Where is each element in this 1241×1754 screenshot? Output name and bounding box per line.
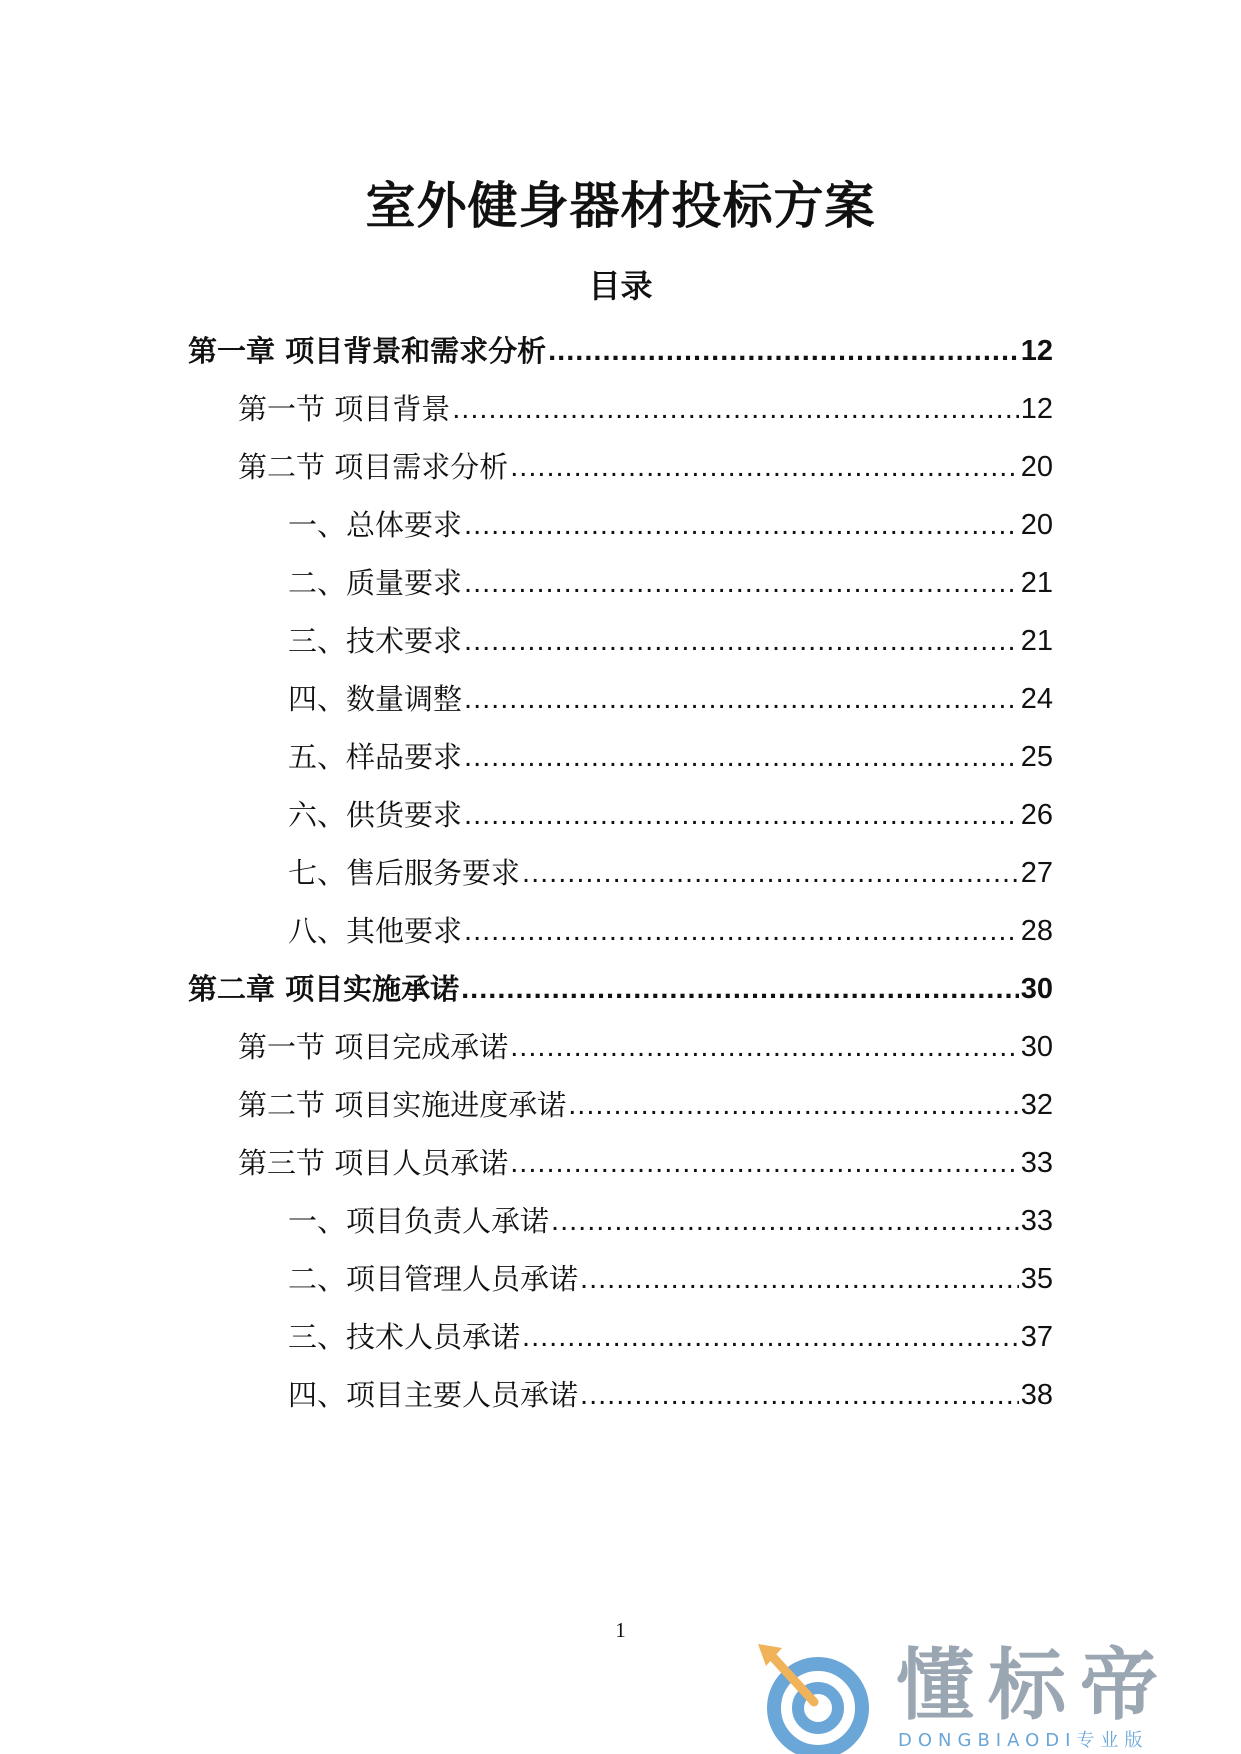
toc-entry[interactable] — [288, 563, 1053, 603]
toc-entry-label: 第一章 项目背景和需求分析 — [188, 334, 547, 368]
toc-leader-dots — [510, 447, 1019, 487]
toc-leader-dots — [580, 1375, 1019, 1415]
toc-entry-label: 六、供货要求 — [288, 798, 463, 832]
toc-entry-page: 30 — [1020, 973, 1053, 1005]
toc-entry[interactable] — [238, 447, 1053, 487]
toc-entry-page: 35 — [1020, 1263, 1053, 1295]
toc-entry[interactable] — [288, 1317, 1053, 1357]
toc-entry[interactable] — [288, 1259, 1053, 1299]
toc-entry[interactable] — [238, 1027, 1053, 1067]
watermark-logo — [748, 1638, 1218, 1754]
toc-entry[interactable] — [288, 911, 1053, 951]
toc-entry-page: 20 — [1020, 509, 1053, 541]
toc-leader-dots — [510, 1027, 1019, 1067]
toc-entry[interactable] — [288, 1201, 1053, 1241]
toc-entry[interactable] — [288, 853, 1053, 893]
toc-leader-dots — [464, 737, 1019, 777]
toc-entry-page: 37 — [1020, 1321, 1053, 1353]
toc-entry[interactable] — [288, 621, 1053, 661]
toc-entry-label: 七、售后服务要求 — [288, 856, 521, 890]
toc-entry-page: 28 — [1020, 915, 1053, 947]
watermark-subtitle: DONGBIAODI专业版 — [898, 1730, 1149, 1751]
toc-entry-label: 第二章 项目实施承诺 — [188, 972, 460, 1006]
toc-entry[interactable] — [238, 389, 1053, 429]
toc-leader-dots — [464, 563, 1019, 603]
toc-entry-label: 四、项目主要人员承诺 — [288, 1378, 579, 1412]
document-title: 室外健身器材投标方案 — [365, 177, 876, 235]
toc-entry-label: 五、样品要求 — [288, 740, 463, 774]
toc-leader-dots — [464, 505, 1019, 545]
toc-entry-page: 25 — [1020, 741, 1053, 773]
toc-entry-page: 38 — [1020, 1379, 1053, 1411]
toc-leader-dots — [580, 1259, 1019, 1299]
toc-entry-label: 第二节 项目实施进度承诺 — [238, 1088, 567, 1122]
toc-entry-label: 二、项目管理人员承诺 — [288, 1262, 579, 1296]
toc-leader-dots — [452, 389, 1019, 429]
target-arrow-icon — [748, 1638, 888, 1754]
toc-entry-label: 第一节 项目完成承诺 — [238, 1030, 509, 1064]
toc-entry-page: 24 — [1020, 683, 1053, 715]
toc-entry-page: 21 — [1020, 567, 1053, 599]
toc-entry-label: 八、其他要求 — [288, 914, 463, 948]
toc-leader-dots — [464, 621, 1019, 661]
toc-leader-dots — [461, 969, 1019, 1009]
toc-entry-page: 20 — [1020, 451, 1053, 483]
toc-entry-label: 一、项目负责人承诺 — [288, 1204, 550, 1238]
toc-entry-page: 21 — [1020, 625, 1053, 657]
toc-leader-dots — [464, 679, 1019, 719]
toc-entry[interactable] — [188, 969, 1053, 1009]
toc-entry-page: 12 — [1020, 393, 1053, 425]
toc-leader-dots — [551, 1201, 1019, 1241]
toc-entry[interactable] — [288, 505, 1053, 545]
toc-entry[interactable] — [238, 1143, 1053, 1183]
toc-leader-dots — [548, 331, 1019, 371]
toc-entry-label: 三、技术要求 — [288, 624, 463, 658]
toc-entry-page: 30 — [1020, 1031, 1053, 1063]
toc-entry-label: 二、质量要求 — [288, 566, 463, 600]
toc-heading: 目录 — [588, 267, 653, 305]
toc-entry-label: 一、总体要求 — [288, 508, 463, 542]
watermark-brand: 懂标帝 — [896, 1641, 1173, 1731]
toc-entry-label: 第三节 项目人员承诺 — [238, 1146, 509, 1180]
toc-entry[interactable] — [188, 331, 1053, 371]
page-number: 1 — [615, 1618, 626, 1642]
toc-leader-dots — [522, 853, 1019, 893]
toc-entry-page: 12 — [1020, 335, 1053, 367]
toc-entry-page: 26 — [1020, 799, 1053, 831]
toc-entry[interactable] — [288, 1375, 1053, 1415]
toc-entry[interactable] — [288, 679, 1053, 719]
toc-entry[interactable] — [288, 737, 1053, 777]
toc-entry-label: 四、数量调整 — [288, 682, 463, 716]
toc-leader-dots — [464, 795, 1019, 835]
toc-leader-dots — [510, 1143, 1019, 1183]
toc-entry-page: 32 — [1020, 1089, 1053, 1121]
toc-entry-label: 第二节 项目需求分析 — [238, 450, 509, 484]
toc-entry-page: 27 — [1020, 857, 1053, 889]
toc-entry[interactable] — [288, 795, 1053, 835]
toc-entry-page: 33 — [1020, 1147, 1053, 1179]
toc-entry[interactable] — [238, 1085, 1053, 1125]
toc-leader-dots — [568, 1085, 1019, 1125]
toc-entry-label: 三、技术人员承诺 — [288, 1320, 521, 1354]
toc-leader-dots — [464, 911, 1019, 951]
toc-entry-label: 第一节 项目背景 — [238, 392, 451, 426]
toc-entry-page: 33 — [1020, 1205, 1053, 1237]
toc-leader-dots — [522, 1317, 1019, 1357]
